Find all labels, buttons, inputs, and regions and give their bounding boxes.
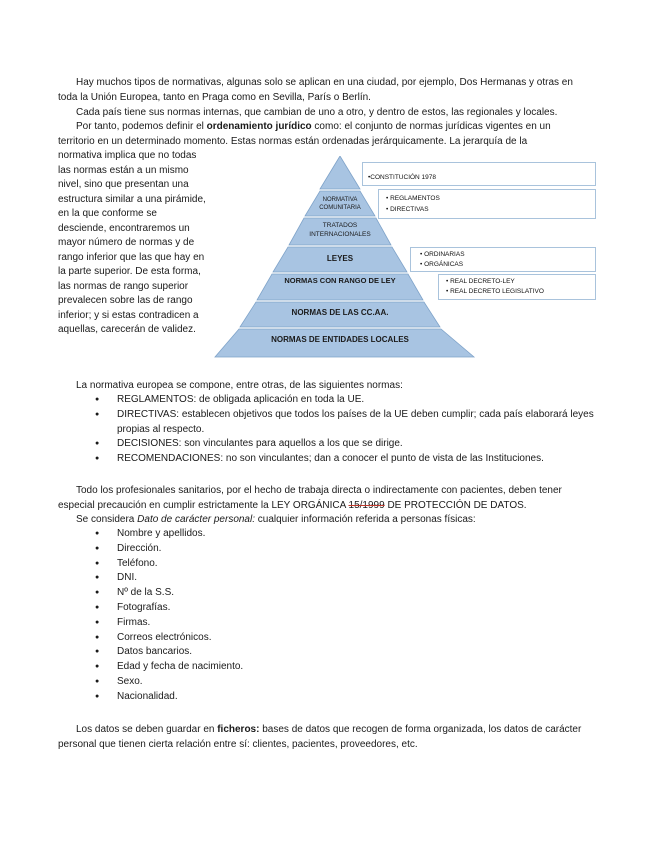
para4-start: Todo los profesionales sanitarios, por el hecho de trabaja directa o indirectamente con pacientes, deben tener especial precaución en cumplir estrictamente la LEY ORGÁNICA bbox=[58, 485, 562, 511]
list-item: ● DNI. bbox=[95, 571, 495, 586]
side-paragraph: normativa implica que no todas las normas están a un mismo nivel, sino que presentan una estructura similar a una pirámide, en la que conforme se desciende, encontraremos un mayor número de normas y de rango inferior que las que hay en la parte superior. De esta forma, las normas de rango superior prevalecen sobre las de rango inferior; y si estas contradicen a aquellas, carecerán de validez. bbox=[58, 150, 206, 335]
decreto-legislativo-note: • REAL DECRETO LEGISLATIVO bbox=[446, 288, 544, 295]
eu-norms-list bbox=[95, 393, 595, 467]
constitucion-note: •CONSTITUCIÓN 1978 bbox=[368, 174, 437, 181]
list-item: ● Teléfono. bbox=[95, 557, 495, 572]
directivas-note: • DIRECTIVAS bbox=[386, 206, 429, 213]
para4-end: DE PROTECCIÓN DE DATOS. bbox=[384, 499, 527, 511]
third-paragraph bbox=[58, 120, 588, 149]
law-number-struck: 15/1999 bbox=[348, 499, 385, 511]
para3-end: como: el conjunto de normas jurídicas vigentes en un territorio en un determinado momento. Estas normas están ordenadas jerárquicamente. La jerarquía de la bbox=[58, 121, 551, 147]
para6-start: Los datos se deben guardar en bbox=[76, 724, 218, 735]
organicas-note: • ORGÁNICAS bbox=[420, 261, 464, 268]
ordinarias-note: • ORDINARIAS bbox=[420, 251, 465, 258]
protection-paragraph bbox=[58, 484, 588, 513]
eu-intro: La normativa europea se compone, entre otras, de las siguientes normas: bbox=[76, 380, 403, 391]
hierarchy-pyramid bbox=[210, 156, 610, 361]
list-item: ● Fotografías. bbox=[95, 601, 495, 616]
tier-entidades-locales: NORMAS DE ENTIDADES LOCALES bbox=[271, 335, 409, 344]
personal-data-term: Dato de carácter personal: bbox=[137, 514, 255, 525]
tier-tratados-internacionales: TRATADOS INTERNACIONALES bbox=[309, 222, 371, 238]
decreto-ley-note: • REAL DECRETO-LEY bbox=[446, 278, 515, 285]
list-item: ● Edad y fecha de nacimiento. bbox=[95, 660, 495, 675]
files-paragraph bbox=[58, 723, 588, 752]
list-item: ● Firmas. bbox=[95, 616, 495, 631]
para2-text: Cada país tiene sus normas internas, que cambian de uno a otro, y dentro de estos, las regionales y locales. bbox=[76, 107, 558, 118]
list-item: ● Sexo. bbox=[95, 675, 495, 690]
tier-leyes: LEYES bbox=[326, 254, 354, 263]
reglamentos-note: • REGLAMENTOS bbox=[386, 195, 440, 202]
list-item: ● Correos electrónicos. bbox=[95, 631, 495, 646]
para1-text: Hay muchos tipos de normativas, algunas solo se aplican en una ciudad, por ejemplo, Dos Hermanas y otras en toda la Unión Europea, tanto en Praga como en Sevilla, París o Berlín. bbox=[58, 77, 573, 103]
second-paragraph bbox=[58, 106, 588, 121]
intro-paragraph bbox=[58, 76, 588, 105]
list-item: ● Nacionalidad. bbox=[95, 690, 495, 705]
para5-end: cualquier información referida a personas físicas: bbox=[255, 514, 476, 525]
list-item: ● Dirección. bbox=[95, 542, 495, 557]
list-item: ● DIRECTIVAS: establecen objetivos que todos los países de la UE deben cumplir; cada país elaborará leyes propias al respecto. bbox=[95, 408, 595, 438]
para6-end: bases de datos que recogen de forma organizada, los datos de carácter personal que tienen cierta relación entre sí: clientes, pacientes, proveedores, etc. bbox=[58, 724, 582, 750]
list-item: ● Nº de la S.S. bbox=[95, 586, 495, 601]
list-item: ● DECISIONES: son vinculantes para aquellos a los que se dirige. bbox=[95, 437, 595, 452]
tier-normas-rango-ley: NORMAS CON RANGO DE LEY bbox=[284, 276, 396, 285]
ficheros-term: ficheros: bbox=[217, 724, 260, 735]
list-item: ● REGLAMENTOS: de obligada aplicación en toda la UE. bbox=[95, 393, 595, 408]
ordenamiento-term: ordenamiento jurídico bbox=[206, 121, 312, 132]
list-item: ● Datos bancarios. bbox=[95, 645, 495, 660]
para5-start: Se considera bbox=[76, 514, 138, 525]
tier-normativa-comunitaria: NORMATIVA COMUNITARIA bbox=[319, 197, 361, 211]
list-item: ● Nombre y apellidos. bbox=[95, 527, 495, 542]
pyramid-tier-1 bbox=[320, 156, 360, 189]
tier-normas-ccaa: NORMAS DE LAS CC.AA. bbox=[291, 308, 389, 317]
list-item: ● RECOMENDACIONES: no son vinculantes; dan a conocer el punto de vista de las Instituciones. bbox=[95, 452, 595, 467]
personal-data-list bbox=[95, 527, 495, 705]
personal-data-paragraph bbox=[58, 513, 588, 528]
para3-start: Por tanto, podemos definir el bbox=[76, 121, 207, 132]
